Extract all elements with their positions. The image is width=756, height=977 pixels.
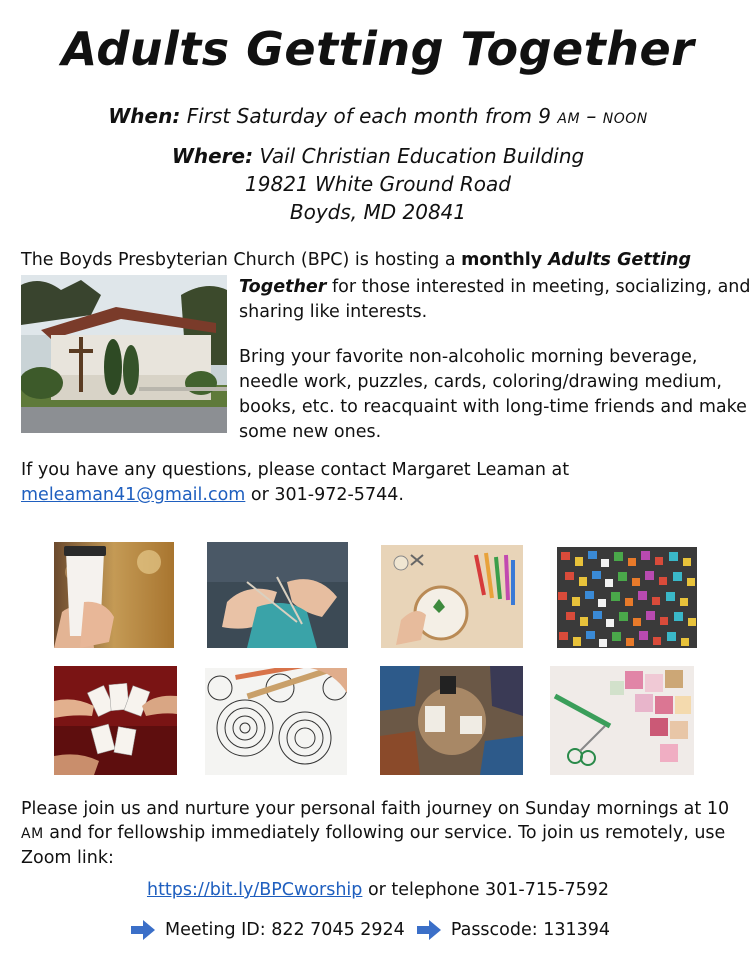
intro-event-name: Adults Getting bbox=[548, 250, 692, 270]
email-link[interactable]: meleaman41@gmail.com bbox=[21, 485, 246, 505]
when-noon: NOON bbox=[602, 111, 648, 127]
closing-text-b: and for fellowship immediately following our service. To join us remotely, use Zoom link: bbox=[21, 823, 726, 868]
meeting-id: Meeting ID: 822 7045 2924 bbox=[165, 920, 405, 940]
book-club-photo bbox=[380, 666, 523, 775]
intro-rest: for those interested in meeting, socializing, and sharing like interests. bbox=[239, 277, 751, 322]
page-title: Adults Getting Together bbox=[61, 22, 695, 76]
meeting-passcode: Passcode: 131394 bbox=[450, 920, 611, 940]
when-text: First Saturday of each month from 9 bbox=[186, 104, 552, 128]
zoom-phone: or telephone 301-715-7592 bbox=[362, 880, 609, 900]
quilting-photo bbox=[550, 666, 694, 775]
contact-phone: or 301-972-5744. bbox=[245, 485, 404, 505]
where-line3: Boyds, MD 20841 bbox=[289, 200, 467, 224]
where-line2: 19821 White Ground Road bbox=[245, 172, 511, 196]
intro-monthly: monthly bbox=[461, 250, 549, 270]
where-line1: Vail Christian Education Building bbox=[259, 144, 585, 168]
when-dash: – bbox=[586, 104, 597, 128]
playing-cards-photo bbox=[54, 666, 177, 775]
zoom-line bbox=[0, 880, 756, 900]
where-block bbox=[0, 142, 756, 226]
embroidery-photo bbox=[381, 545, 523, 648]
intro-first-line bbox=[21, 250, 691, 270]
intro-text: The Boyds Presbyterian Church (BPC) is hosting a bbox=[21, 250, 462, 270]
bring-paragraph: Bring your favorite non-alcoholic morning beverage, needle work, puzzles, cards, coloring/drawing medium, books, etc. to reacquaint with long-time friends and make some new ones. bbox=[239, 347, 747, 442]
puzzle-pieces-photo bbox=[557, 547, 697, 648]
when-am: AM bbox=[557, 111, 581, 127]
where-label: Where: bbox=[171, 144, 254, 168]
intro-event-name-cont: Together bbox=[239, 277, 327, 297]
intro-paragraph bbox=[239, 275, 751, 325]
right-arrow-icon bbox=[417, 920, 441, 940]
meeting-line bbox=[131, 920, 610, 940]
closing-paragraph bbox=[21, 797, 741, 870]
closing-text-a: Please join us and nurture your personal faith journey on Sunday mornings at 10 bbox=[21, 799, 730, 819]
church-photo bbox=[21, 275, 227, 433]
closing-am: AM bbox=[21, 826, 44, 842]
contact-paragraph bbox=[21, 458, 741, 508]
when-line bbox=[0, 104, 756, 128]
coffee-cup-photo bbox=[54, 542, 174, 648]
knitting-photo bbox=[207, 542, 348, 648]
contact-text: If you have any questions, please contact Margaret Leaman at bbox=[21, 460, 570, 480]
right-arrow-icon bbox=[131, 920, 155, 940]
when-label: When: bbox=[108, 104, 181, 128]
zoom-link[interactable]: https://bit.ly/BPCworship bbox=[146, 880, 363, 900]
coloring-book-photo bbox=[205, 668, 347, 775]
